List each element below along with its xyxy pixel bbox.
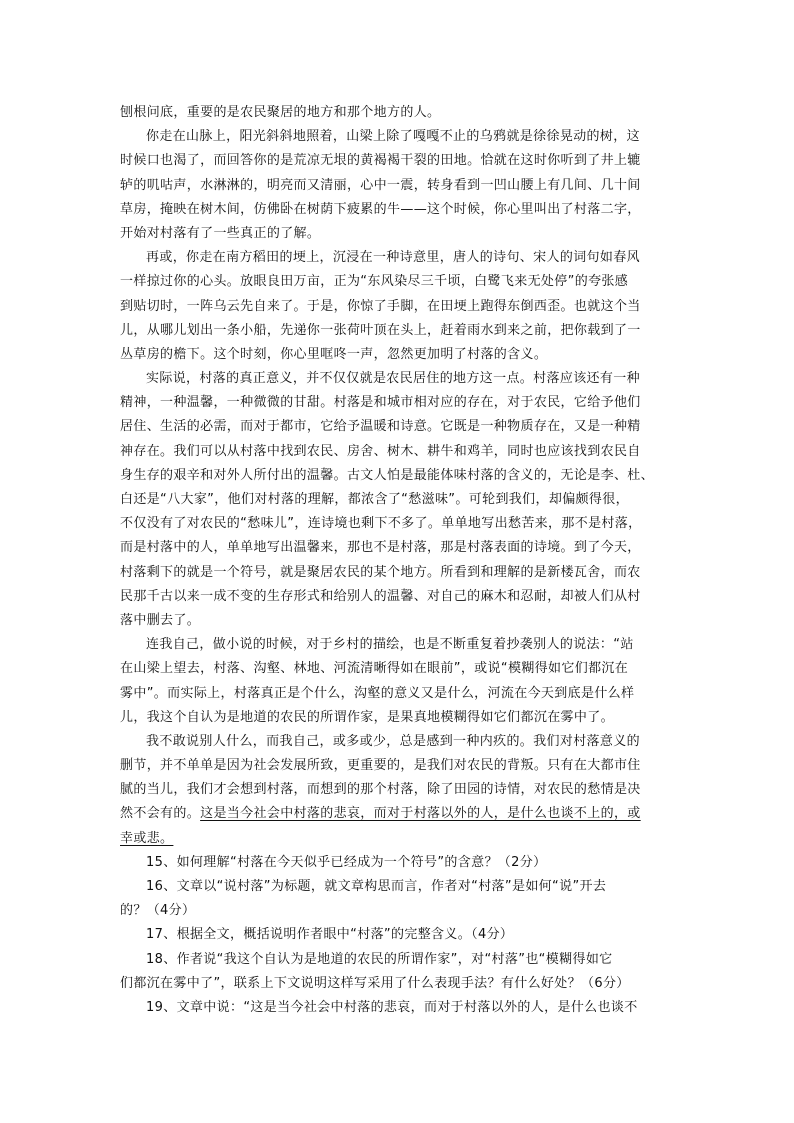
line-text: 民那千古以来一成不变的生存形式和给别人的温馨、对自己的麻木和忍耐，却被人们从村: [120, 588, 641, 604]
line-text: 村落剩下的就是一个符号，就是聚居农民的某个地方。所看到和理解的是新楼瓦舍，而农: [120, 564, 641, 580]
line-text: 删节，并不单单是因为社会发展所致，更重要的，是我们对农民的背叛。只有在大都市住: [120, 758, 641, 774]
text-line: [120, 174, 676, 198]
line-text: 15、如何理解“村落在今天似乎已经成为一个符号”的含意？（2分）: [146, 854, 547, 870]
text-line: [120, 899, 676, 923]
line-text: 开始对村落有了一些真正的了解。: [120, 225, 321, 241]
line-text: 17、根据全文，概括说明作者眼中“村落”的完整含义。（4分）: [146, 927, 514, 943]
text-line: [120, 730, 676, 754]
text-line: [120, 512, 676, 536]
text-line: [120, 851, 676, 875]
text-line: [120, 270, 676, 294]
line-text: 落中删去了。: [120, 612, 201, 628]
text-line: [120, 561, 676, 585]
line-text: 到贴切时，一阵乌云先自来了。于是，你惊了手脚，在田埂上跑得东倒西歪。也就这个当: [120, 298, 641, 314]
text-line: [120, 149, 676, 173]
text-line: [120, 682, 676, 706]
text-line: [120, 972, 676, 996]
line-text: 连我自己，做小说的时候，对于乡村的描绘，也是不断重复着抄袭别人的说法：“站: [146, 637, 634, 653]
line-text: 刨根问底，重要的是农民聚居的地方和那个地方的人。: [120, 105, 441, 120]
line-text: 你走在山脉上，阳光斜斜地照着，山梁上除了嘎嘎不止的乌鸦就是徐徐晃动的树，这: [146, 129, 640, 145]
underlined-text: 幸或悲。: [120, 830, 174, 846]
line-text: 白还是“八大家”，他们对村落的理解，都浓含了“愁滋味”。可轮到我们，却偏颇得很，: [120, 492, 629, 507]
line-text: 的？（4分）: [120, 903, 196, 919]
line-text: 轳的叽咕声，水淋淋的，明亮而又清丽，心中一震，转身看到一凹山腰上有几间、几十间: [120, 177, 641, 193]
text-line: [120, 415, 676, 439]
text-line: [120, 754, 676, 778]
text-line: [120, 706, 676, 730]
text-line: [120, 343, 676, 367]
text-line: [120, 464, 676, 488]
line-text: 而是村落中的人，单单地写出温馨来，那也不是村落，那是村落表面的诗境。到了今天，: [120, 540, 641, 556]
text-line: [120, 536, 676, 560]
text-line: [120, 488, 676, 512]
text-line: [120, 948, 676, 972]
text-line: [120, 391, 676, 415]
line-text: 精神，一种温馨，一种微微的甘甜。村落是和城市相对应的存在，对于农民，它给予他们: [120, 395, 641, 411]
text-line: [120, 295, 676, 319]
line-text: 居住、生活的必需，而对于都市，它给予温暖和诗意。它既是一种物质存在，又是一种精: [120, 419, 641, 435]
line-text: 一样掠过你的心头。放眼良田万亩，正为“东风染尽三千顷，白鹭飞来无处停”的夸张感: [120, 274, 629, 290]
text-line: [120, 609, 676, 633]
line-text: 雾中”。而实际上，村落真正是个什么，沟壑的意义又是什么，河流在今天到底是什么样: [120, 685, 635, 701]
text-line: [120, 319, 676, 343]
line-text: 19、文章中说：“这是当今社会中村落的悲哀，而对于村落以外的人，是什么也谈不: [146, 999, 638, 1015]
line-text: 再或，你走在南方稻田的埂上，沉浸在一种诗意里，唐人的诗句、宋人的词句如春风: [146, 250, 640, 266]
text-line: [120, 802, 676, 826]
text-line: [120, 633, 676, 657]
line-text: 腻的当儿，我们才会想到村落，而想到的那个村落，除了田园的诗情，对农民的愁情是决: [120, 782, 641, 798]
text-line: [120, 657, 676, 681]
line-text: 草房，掩映在树木间，仿佛卧在树荫下疲累的牛——这个时候，你心里叫出了村落二字，: [120, 201, 641, 217]
line-text: 们都沉在雾中了”，联系上下文说明这样写采用了什么表现手法？有什么好处？（6分）: [120, 975, 630, 991]
line-text: 儿，从哪儿划出一条小船，先递你一张荷叶顶在头上，赶着雨水到来之前，把你载到了一: [120, 322, 641, 338]
line-text: 16、文章以“说村落”为标题，就文章构思而言，作者对“村落”是如何“说”开去: [146, 879, 607, 894]
text-line: [120, 440, 676, 464]
line-text: 在山梁上望去，村落、沟壑、林地、河流清晰得如在眼前”，或说“模糊得如它们都沉在: [120, 661, 629, 677]
line-text: 神存在。我们可以从村落中找到农民、房舍、树木、耕牛和鸡羊，同时也应该找到农民自: [120, 443, 641, 459]
text-line: [120, 923, 676, 947]
line-text: 身生存的艰辛和对外人所付出的温馨。古文人怕是最能体味村落的含义的，无论是李、杜、: [120, 467, 655, 483]
line-text: 我不敢说别人什么，而我自己，或多或少，总是感到一种内疚的。我们对村落意义的: [146, 733, 640, 749]
text-line: [120, 778, 676, 802]
text-line: [120, 198, 676, 222]
text-line: [120, 125, 676, 149]
line-text: 儿，我这个自认为是地道的农民的所谓作家，是果真地模糊得如它们都沉在雾中了。: [120, 709, 614, 725]
line-text: 不仅没有了对农民的“愁味儿”，连诗境也剩下不多了。单单地写出愁苦来，那不是村落，: [120, 516, 642, 532]
text-line: [120, 246, 676, 270]
text-line: [120, 827, 676, 851]
line-text: 然不会有的。: [120, 806, 201, 822]
document-page: [120, 101, 676, 1020]
line-text: 18、作者说“我这个自认为是地道的农民的所谓作家”，对“村落”也“模糊得如它: [146, 951, 613, 967]
line-text: 实际说，村落的真正意义，并不仅仅就是农民居住的地方这一点。村落应该还有一种: [146, 371, 640, 387]
line-text: 时候口也渴了，而回答你的是荒凉无垠的黄褐褐干裂的田地。恰就在这时你听到了井上辘: [120, 153, 641, 169]
text-line: [120, 367, 676, 391]
text-line: [120, 875, 676, 899]
line-text: 丛草房的檐下。这个时刻，你心里哐咚一声，忽然更加明了村落的含义。: [120, 346, 548, 362]
underlined-text: 这是当今社会中村落的悲哀，而对于村落以外的人，是什么也谈不上的，或: [200, 806, 641, 822]
text-line: [120, 101, 676, 125]
text-line: [120, 996, 676, 1020]
text-line: [120, 585, 676, 609]
text-line: [120, 222, 676, 246]
